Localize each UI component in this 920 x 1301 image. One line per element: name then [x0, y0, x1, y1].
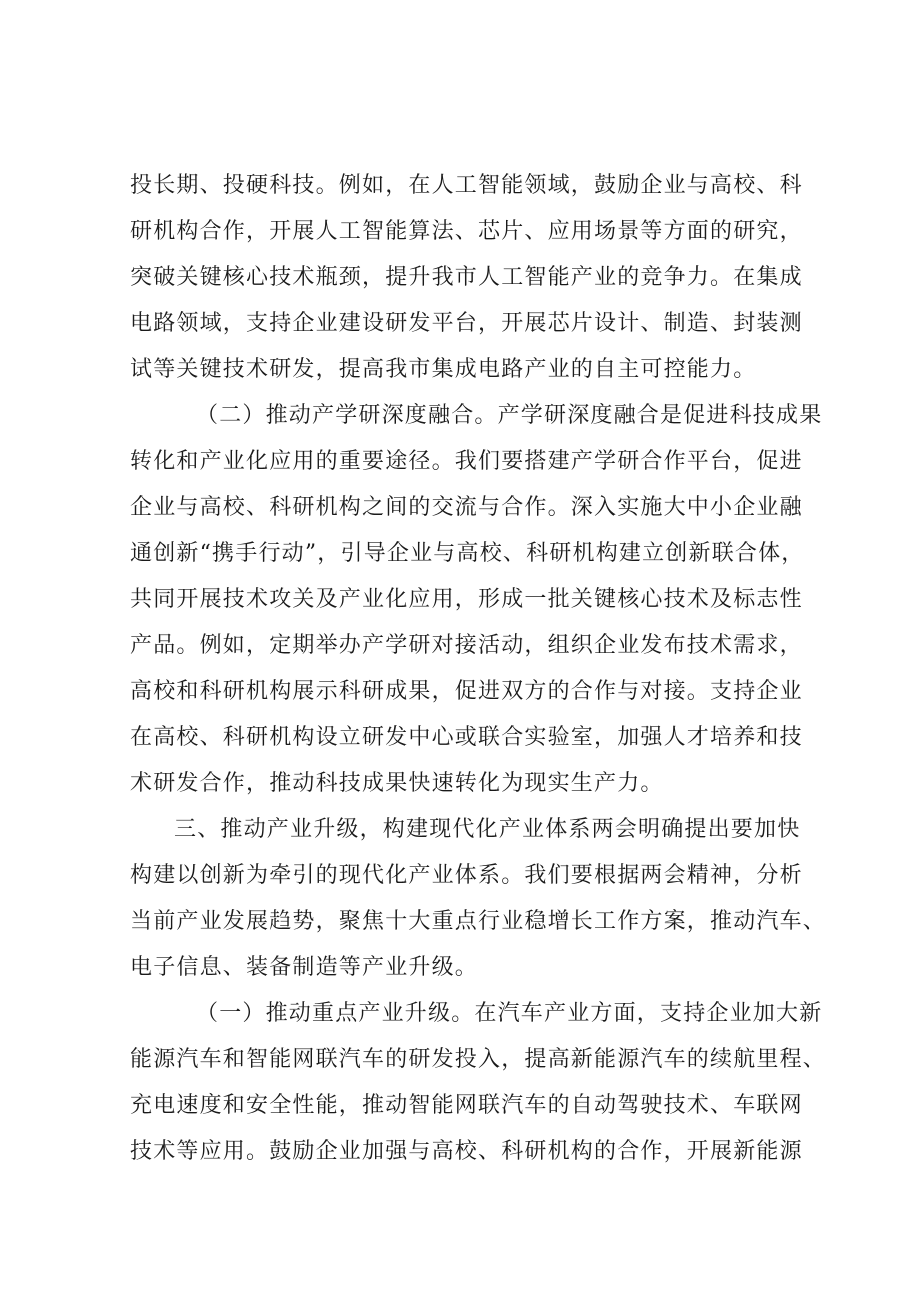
paragraph-4	[130, 991, 827, 1175]
text-line: 通创新“携手行动”，引导企业与高校、科研机构建立创新联合体，	[130, 541, 805, 566]
text-line: 电子信息、装备制造等产业升级。	[130, 955, 479, 980]
paragraph-1	[130, 163, 810, 393]
paragraph-3	[130, 807, 827, 991]
text-line: 共同开展技术攻关及产业化应用，形成一批关键核心技术及标志性	[130, 587, 803, 612]
text-line: 研机构合作，开展人工智能算法、芯片、应用场景等方面的研究，	[130, 219, 803, 244]
text-line: 企业与高校、科研机构之间的交流与合作。深入实施大中小企业融	[130, 495, 803, 520]
paragraph-2	[130, 393, 823, 807]
text-line: 充电速度和安全性能，推动智能网联汽车的自动驾驶技术、车联网	[130, 1093, 803, 1118]
text-line: 当前产业发展趋势，聚焦十大重点行业稳增长工作方案，推动汽车、	[130, 909, 827, 934]
text-line: 产品。例如，定期举办产学研对接活动，组织企业发布技术需求，	[130, 633, 803, 658]
text-line: 转化和产业化应用的重要途径。我们要搭建产学研合作平台，促进	[130, 449, 803, 474]
text-line: 术研发合作，推动科技成果快速转化为现实生产力。	[130, 771, 664, 796]
text-line: 能源汽车和智能网联汽车的研发投入，提高新能源汽车的续航里程、	[130, 1047, 827, 1072]
text-line: 技术等应用。鼓励企业加强与高校、科研机构的合作，开展新能源	[130, 1139, 803, 1164]
text-line: （一）推动重点产业升级。在汽车产业方面，支持企业加大新	[196, 1001, 823, 1026]
text-line: 构建以创新为牵引的现代化产业体系。我们要根据两会精神，分析	[130, 863, 803, 888]
text-line: 投长期、投硬科技。例如，在人工智能领域，鼓励企业与高校、科	[130, 173, 803, 198]
text-line: （二）推动产学研深度融合。产学研深度融合是促进科技成果	[196, 403, 823, 428]
text-line: 在高校、科研机构设立研发中心或联合实验室，加强人才培养和技	[130, 725, 803, 750]
text-line: 电路领域，支持企业建设研发平台，开展芯片设计、制造、封装测	[130, 311, 803, 336]
text-line: 突破关键核心技术瓶颈，提升我市人工智能产业的竞争力。在集成	[130, 265, 803, 290]
text-line: 试等关键技术研发，提高我市集成电路产业的自主可控能力。	[130, 357, 757, 382]
document-body	[130, 163, 827, 1175]
section-heading-line: 三、推动产业升级，构建现代化产业体系两会明确提出要加快	[174, 817, 801, 842]
text-line: 高校和科研机构展示科研成果，促进双方的合作与对接。支持企业	[130, 679, 803, 704]
